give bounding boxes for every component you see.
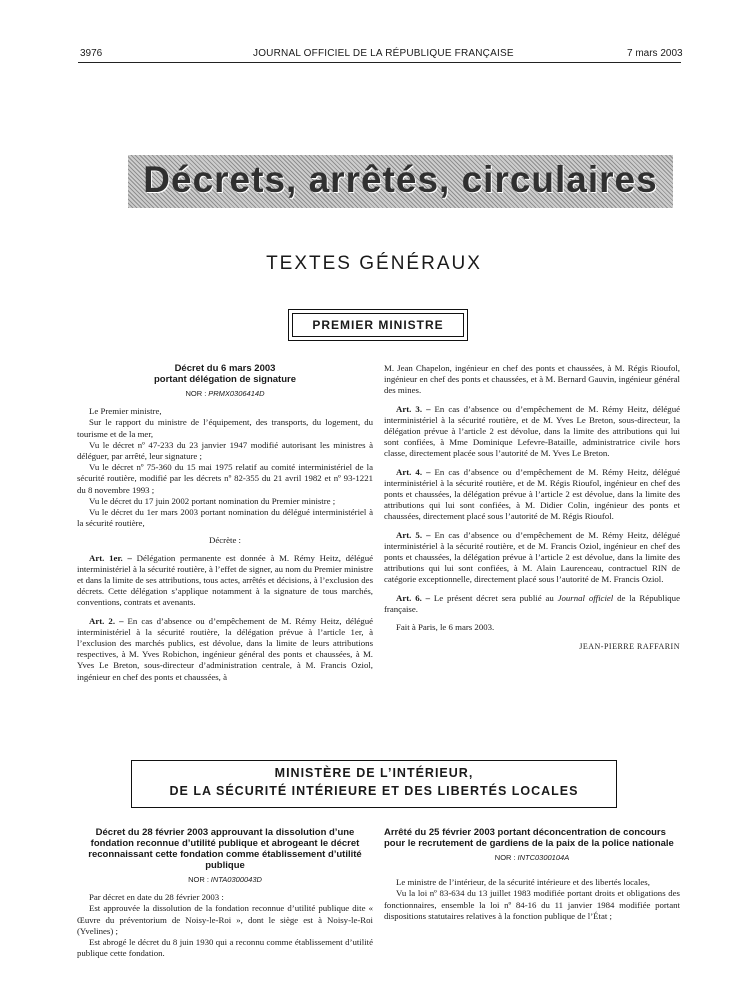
- article-text: En cas d’absence ou d’empêchement de M. Rémy Heitz, délégué interministériel à la sécurité routière, et de M. Régis Rioufol, ingénieur en chef des ponts et chaussées, la délégation prévue à l’article 2 est dévolue, dans la limite des attributions qui lui sont confiées, à M. Didier Colin, ingénieur des ponts et chaussées, directement placé sous l’autorité de M. Régis Rioufol.: [384, 466, 681, 522]
- article-2: [77, 616, 373, 683]
- article-label: Art. 1er. –: [89, 552, 132, 563]
- nor-label: NOR :: [494, 853, 516, 862]
- article-4: [384, 467, 680, 523]
- paragraph: Est abrogé le décret du 8 juin 1930 qui a reconnu comme établissement d’utilité publique cette fondation.: [77, 937, 373, 959]
- nor-reference: [77, 388, 373, 399]
- article-text: En cas d’absence ou d’empêchement de M. Rémy Heitz, délégué interministériel à la sécurité routière, et de M. Yves Le Breton, sous-directeur, la délégation prévue à l’article 2 est dévolue, dans la limite des attributions qui lui sont confiées, à Mme Dominique Lefevre-Bataille, administratrice civile hors classe, directement placée sous l’autorité de M. Yves Le Breton.: [384, 403, 681, 459]
- issue-date: 7 mars 2003: [627, 48, 683, 59]
- decree-title-line2: portant délégation de signature: [154, 374, 296, 385]
- left-column-lower: [77, 827, 373, 959]
- paragraph: Le ministre de l’intérieur, de la sécurité intérieure et des libertés locales,: [396, 877, 650, 888]
- article-label: Art. 5. –: [396, 529, 431, 540]
- nor-code: INTC0300104A: [517, 853, 570, 862]
- article-text: En cas d’absence ou d’empêchement de M. Rémy Heitz, délégué interministériel à la sécurité routière, la délégation prévue à l’article 1er, à l’exclusion des marchés publics, est dévolue, dans la limite de leurs attributions respectives, à M. Yves Robichon, ingénieur général des ponts et chaussées, à M. Yves Le Breton, sous-directeur d’administration centrale, à M. Francis Oziol, ingénieur en chef des ponts et chaussées, à: [77, 615, 374, 682]
- signing-place-date: Fait à Paris, le 6 mars 2003.: [396, 622, 495, 633]
- left-column: [77, 363, 373, 683]
- paragraph: Par décret en date du 28 février 2003 :: [89, 892, 224, 903]
- article-3: [384, 404, 680, 460]
- article-label: Art. 4. –: [396, 466, 431, 477]
- journal-title: JOURNAL OFFICIEL DE LA RÉPUBLIQUE FRANÇAISE: [253, 48, 514, 59]
- decree-title: Décret du 28 février 2003 approuvant la dissolution d’une fondation reconnue d’utilité publique et abrogeant le décret reconnaissant cette fondation comme établissement d’utilité publique: [88, 827, 362, 871]
- ministry-heading-line2: DE LA SÉCURITÉ INTÉRIEURE ET DES LIBERTÉS LOCALES: [169, 784, 579, 798]
- arrete-title: Arrêté du 25 février 2003 portant déconcentration de concours pour le recrutement de gardiens de la paix de la police nationale: [384, 827, 674, 849]
- page-number: 3976: [80, 48, 103, 59]
- article-text: En cas d’absence ou d’empêchement de M. Rémy Heitz, délégué interministériel à la sécurité routière, et de M. Francis Oziol, ingénieur en chef des ponts et chaussées, la délégation prévue à l’article 2 est dévolue, dans la limite des attributions qui lui sont confiées, à M. Alain Laurenceau, contractuel RIN de catégorie exceptionnelle, directement placé sous l’autorité de M. Francis Oziol.: [384, 529, 681, 585]
- paragraph: Sur le rapport du ministre de l’équipement, des transports, du logement, du tourisme et de la mer,: [77, 417, 373, 439]
- decree-title: [77, 363, 373, 385]
- article-text: Le présent décret sera publié au: [433, 592, 554, 603]
- paragraph: Est approuvée la dissolution de la fondation reconnue d’utilité publique dite « Œuvre du préventorium de Noisy-le-Roi », dont le siège est à Noisy-le-Roi (Yvelines) ;: [77, 903, 373, 936]
- article-label: Art. 3. –: [396, 403, 431, 414]
- banner-title: Décrets, arrêtés, circulaires: [143, 159, 658, 200]
- nor-code: INTA0300043D: [210, 875, 262, 884]
- paragraph: Vu le décret du 1er mars 2003 portant nomination du délégué interministériel à la sécurité routière,: [77, 507, 373, 529]
- nor-reference: [77, 874, 373, 885]
- nor-label: NOR :: [185, 389, 207, 398]
- paragraph: Vu le décret du 17 juin 2002 portant nomination du Premier ministre ;: [89, 495, 336, 506]
- article-6: [384, 593, 680, 615]
- nor-reference: [384, 852, 680, 863]
- nor-code: PRMX0306414D: [208, 389, 265, 398]
- nor-label: NOR :: [188, 875, 209, 884]
- section-banner: [128, 155, 673, 208]
- article-5: [384, 530, 680, 586]
- paragraph: Le Premier ministre,: [89, 406, 162, 417]
- decrete: Décrète :: [209, 535, 241, 546]
- article-label: Art. 6. –: [396, 592, 431, 603]
- article-label: Art. 2. –: [89, 615, 124, 626]
- paragraph: Vu le décret nº 75-360 du 15 mai 1975 relatif au comité interministériel de la sécurité routière, modifié par les décrets nº 82-355 du 21 avril 1982 et nº 93-1221 du 8 novembre 1993 ;: [77, 462, 373, 495]
- paragraph: Vu la loi nº 83-634 du 13 juillet 1983 modifiée portant droits et obligations des fonctionnaires, ensemble la loi nº 84-16 du 11 janvier 1984 modifiée portant dispositions statutaires relatives à la fonction publique de l’État ;: [384, 888, 680, 921]
- paragraph: Vu le décret nº 47-233 du 23 janvier 1947 modifié autorisant les ministres à déléguer, par arrêté, leur signature ;: [77, 439, 373, 462]
- header-rule: [78, 62, 681, 63]
- ministry-heading: PREMIER MINISTRE: [292, 313, 464, 337]
- section-title: TEXTES GÉNÉRAUX: [266, 253, 482, 274]
- journal-reference: Journal officiel: [557, 592, 614, 603]
- article-1: [77, 553, 373, 609]
- article-text: de la République française.: [384, 592, 680, 614]
- decree-title-line1: Décret du 6 mars 2003: [174, 363, 276, 374]
- article-text: Délégation permanente est donnée à M. Rémy Heitz, délégué interministériel à la sécurité routière, à l’effet de signer, au nom du Premier ministre et dans la limite de ses attributions, tous actes, arrêtés et décisions, à l’exclusion des décrets. Cette délégation s’applique notamment à la signature de tous marchés, conventions, contrats et avenants.: [77, 552, 373, 608]
- signature: JEAN-PIERRE RAFFARIN: [579, 642, 680, 652]
- right-column-lower: [384, 827, 680, 922]
- paragraph: M. Jean Chapelon, ingénieur en chef des ponts et chaussées, à M. Régis Rioufol, ingénieur en chef des ponts et chaussées, et à M. Bernard Gauvin, ingénieur général des mines.: [384, 363, 680, 396]
- right-column: [384, 363, 680, 652]
- ministry-heading-line1: MINISTÈRE DE L’INTÉRIEUR,: [274, 766, 474, 780]
